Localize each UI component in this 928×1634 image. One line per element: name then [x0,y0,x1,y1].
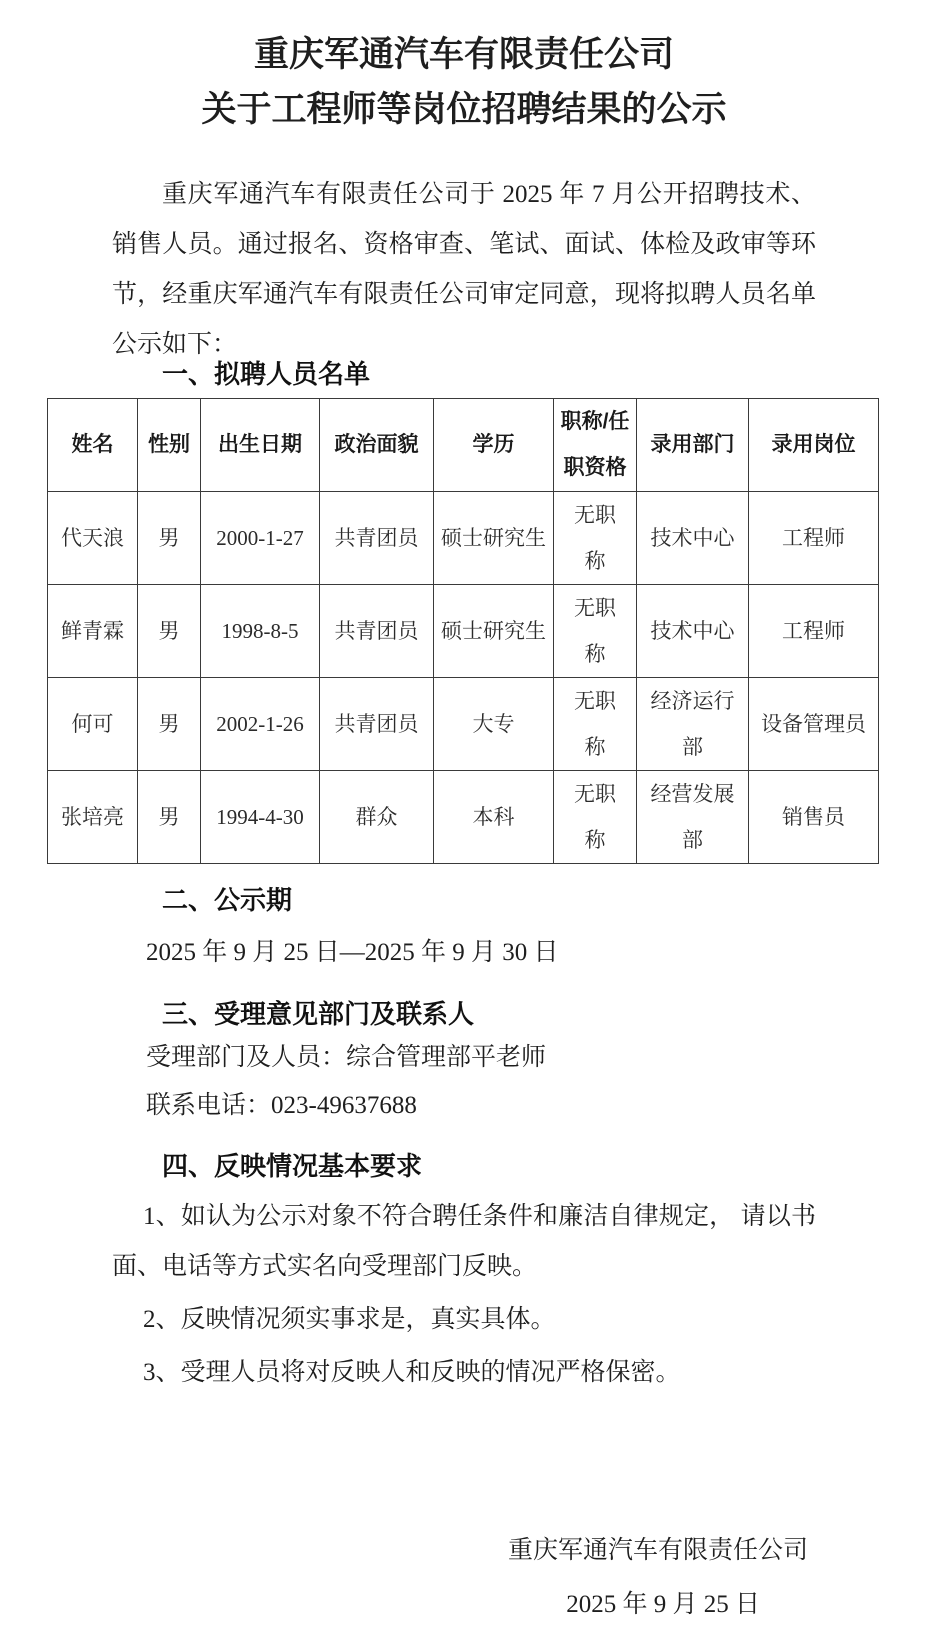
table-cell: 鲜青霖 [48,585,138,678]
document-title-line2: 关于工程师等岗位招聘结果的公示 [201,90,727,129]
publicity-period: 2025 年 9 月 25 日—2025 年 9 月 30 日 [146,939,559,966]
table-row [48,678,879,771]
table-cell: 大专 [434,678,554,771]
table-cell: 技术中心 [637,492,749,585]
signature-company: 重庆军通汽车有限责任公司 [507,1537,808,1564]
table-cell: 2002-1-26 [201,678,320,771]
table-header-row [48,399,879,492]
table-row [48,492,879,585]
table-cell: 男 [138,678,201,771]
table-cell: 男 [138,585,201,678]
contact-phone-line: 联系电话：023-49637688 [146,1092,417,1119]
table-cell: 工程师 [749,585,879,678]
section-2-heading: 二、公示期 [162,885,293,915]
table-cell: 硕士研究生 [434,585,554,678]
table-header-cell: 姓名 [48,399,138,492]
table-cell: 无职称 [554,678,637,771]
table-cell: 无职称 [554,492,637,585]
table-header-cell: 录用部门 [637,399,749,492]
table-cell: 经营发展部 [637,771,749,864]
table-cell: 硕士研究生 [434,492,554,585]
document-title [0,27,928,137]
table-header-cell: 政治面貌 [320,399,434,492]
table-cell: 共青团员 [320,585,434,678]
section-4-heading: 四、反映情况基本要求 [162,1151,423,1181]
section-3-heading: 三、受理意见部门及联系人 [162,999,475,1029]
signature-block [0,1526,928,1634]
table-cell: 销售员 [749,771,879,864]
requirement-item-1: 1、如认为公示对象不符合聘任条件和廉洁自律规定， 请以书面、电话等方式实名向受理部门反映。 [112,1203,816,1280]
requirement-item-2: 2、反映情况须实事求是，真实具体。 [143,1306,556,1333]
table-cell: 群众 [320,771,434,864]
table-cell: 男 [138,771,201,864]
table-cell: 无职称 [554,771,637,864]
table-row [48,585,879,678]
table-cell: 无职称 [554,585,637,678]
table-header-cell: 出生日期 [201,399,320,492]
table-row [48,771,879,864]
table-cell: 共青团员 [320,678,434,771]
table-cell: 男 [138,492,201,585]
table-cell: 设备管理员 [749,678,879,771]
table-cell: 代天浪 [48,492,138,585]
table-header-cell: 职称/任职资格 [554,399,637,492]
requirement-item-3: 3、受理人员将对反映人和反映的情况严格保密。 [143,1359,681,1386]
table-cell: 经济运行部 [637,678,749,771]
hire-roster-table [47,398,879,864]
intro-paragraph: 重庆军通汽车有限责任公司于 2025 年 7 月公开招聘技术、销售人员。通过报名、资格审查、笔试、面试、体检及政审等环节，经重庆军通汽车有限责任公司审定同意，现将拟聘人员名单公示如下： [112,181,816,358]
table-header-cell: 录用岗位 [749,399,879,492]
document-title-line1: 重庆军通汽车有限责任公司 [253,35,674,74]
signature-date: 2025 年 9 月 25 日 [566,1591,760,1618]
table-cell: 技术中心 [637,585,749,678]
table-cell: 1998-8-5 [201,585,320,678]
table-cell: 何可 [48,678,138,771]
contact-department-line: 受理部门及人员：综合管理部平老师 [146,1044,547,1071]
table-cell: 共青团员 [320,492,434,585]
table-cell: 本科 [434,771,554,864]
table-header-cell: 学历 [434,399,554,492]
table-cell: 张培亮 [48,771,138,864]
table-cell: 1994-4-30 [201,771,320,864]
table-cell: 工程师 [749,492,879,585]
table-cell: 2000-1-27 [201,492,320,585]
section-1-heading: 一、拟聘人员名单 [162,359,371,389]
table-header-cell: 性别 [138,399,201,492]
